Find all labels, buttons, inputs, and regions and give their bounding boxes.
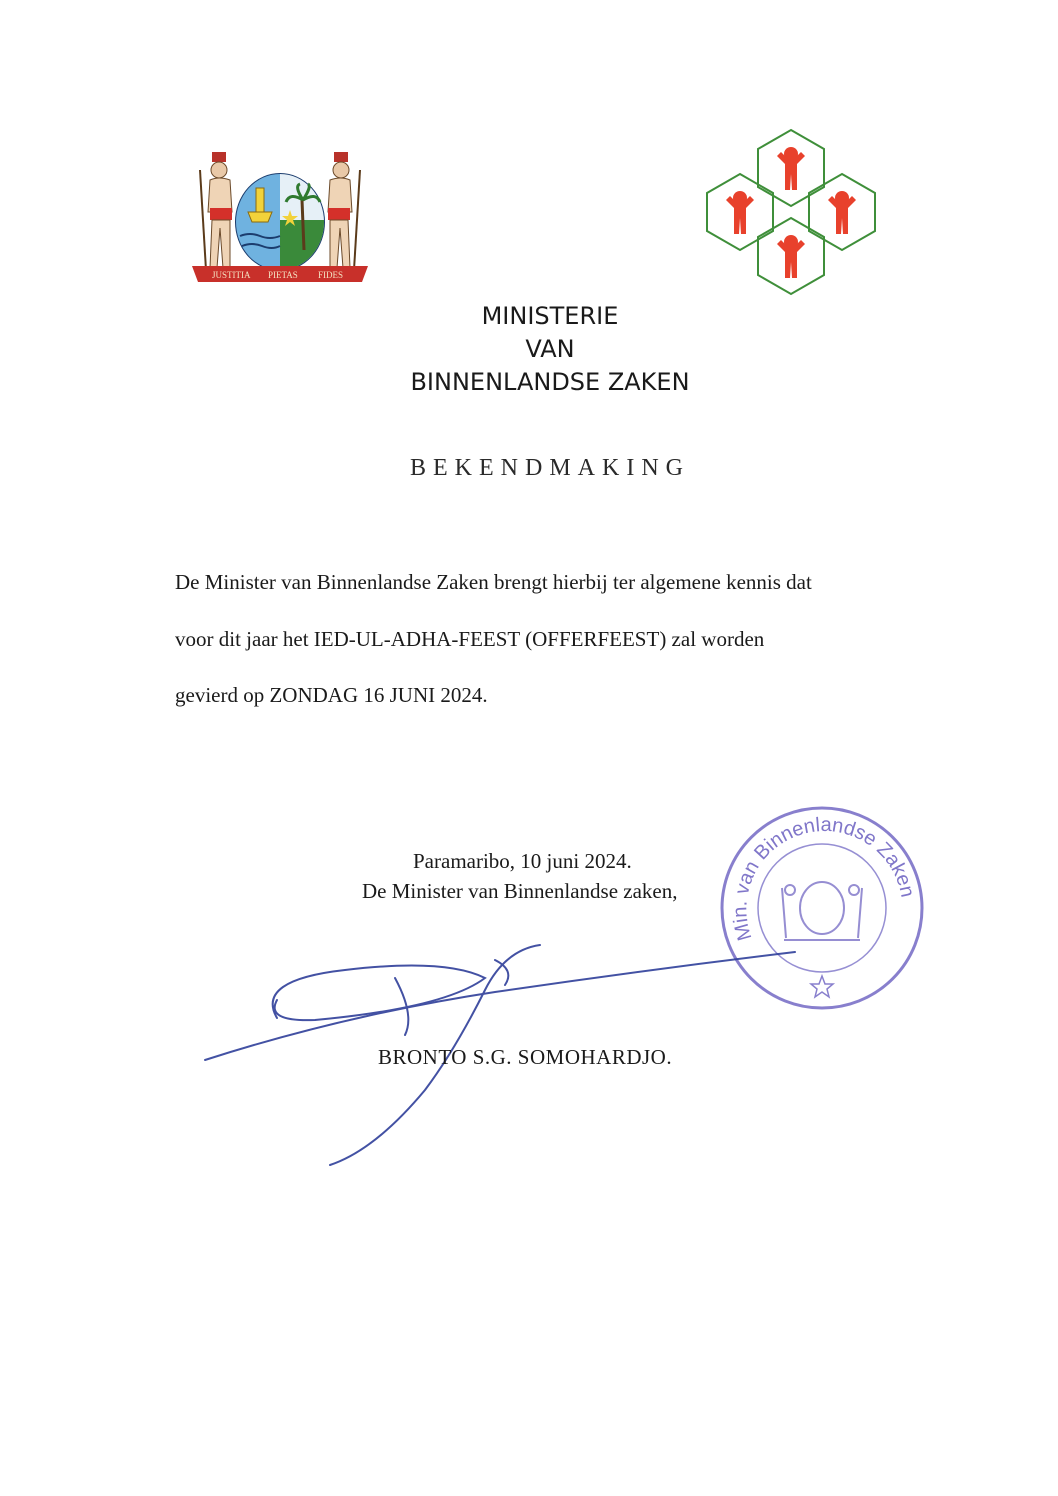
hexagon-bottom bbox=[758, 218, 824, 294]
hexagon-top bbox=[758, 130, 824, 206]
body-line-2: voor dit jaar het IED-UL-ADHA-FEEST (OFFERFEEST) zal worden bbox=[175, 627, 765, 651]
hexagon-right bbox=[809, 174, 875, 250]
ministry-heading-line-2: VAN bbox=[525, 335, 575, 363]
coat-of-arms-emblem bbox=[190, 150, 370, 290]
motto-ribbon bbox=[192, 266, 368, 282]
signer-title: De Minister van Binnenlandse zaken, bbox=[362, 879, 678, 903]
hexagon-left bbox=[707, 174, 773, 250]
ministry-heading-line-3: BINNENLANDSE ZAKEN bbox=[410, 368, 690, 396]
document-title: BEKENDMAKING bbox=[410, 455, 690, 481]
ministry-logo bbox=[700, 122, 882, 300]
motto-fides: FIDES bbox=[318, 270, 344, 280]
right-supporter-figure bbox=[328, 152, 360, 270]
ministry-heading-line-1: MINISTERIE bbox=[481, 302, 619, 330]
motto-justitia: JUSTITIA bbox=[212, 270, 251, 280]
ministry-heading bbox=[340, 300, 760, 399]
stamp-emblem-icon bbox=[782, 882, 862, 940]
body-line-1: De Minister van Binnenlandse Zaken brengt hierbij ter algemene kennis dat bbox=[175, 570, 812, 594]
signer-name: BRONTO S.G. SOMOHARDJO. bbox=[378, 1045, 673, 1069]
shield-icon bbox=[236, 174, 324, 270]
stamp-star-icon bbox=[811, 976, 833, 997]
stamp-text: Min. van Binnenlandse Zaken bbox=[729, 813, 919, 943]
body-line-3: gevierd op ZONDAG 16 JUNI 2024. bbox=[175, 683, 488, 707]
left-supporter-figure bbox=[200, 152, 232, 270]
place-date: Paramaribo, 10 juni 2024. bbox=[413, 849, 632, 873]
motto-pietas: PIETAS bbox=[268, 270, 298, 280]
official-stamp bbox=[712, 798, 932, 1018]
